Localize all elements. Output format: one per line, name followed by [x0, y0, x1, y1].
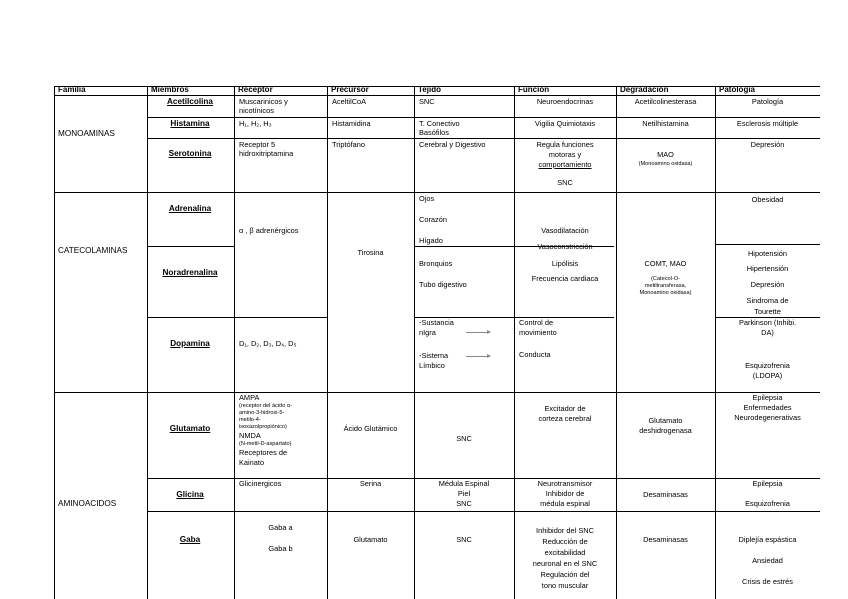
- receptor-nmda-sub: (N-metil-D-aspartato): [239, 441, 292, 447]
- precursor-tirosina: Tirosina: [357, 248, 384, 257]
- member-acetilcolina: Acetilcolina: [167, 97, 213, 106]
- patologia-tourette-1: Sindroma de: [746, 296, 789, 305]
- patologia-glutamato-3: Neurodegenerativas: [734, 413, 801, 422]
- receptor-acetilcolina: Muscarinicos y nicotínicos: [239, 97, 288, 116]
- row-line: [147, 317, 234, 318]
- receptor-ampa-sub-2: amino-3-hidroxi-5-: [239, 410, 285, 416]
- funcion-glicina-3: médula espinal: [540, 499, 590, 508]
- receptor-glicina: Glicinergicos: [239, 479, 282, 488]
- funcion-conducta: Conducta: [519, 350, 551, 359]
- header-receptor: Receptor: [238, 86, 273, 94]
- patologia-histamina: Esclerosis múltiple: [736, 119, 799, 128]
- degradacion-glicina: Desaminasas: [643, 490, 688, 499]
- funcion-gaba-3: excitabilidad: [544, 548, 586, 557]
- patologia-depresion: Depresión: [750, 280, 785, 289]
- precursor-gaba: Glutamato: [353, 535, 388, 544]
- degradacion-gaba: Desaminasas: [643, 535, 688, 544]
- degradacion-serotonina-sub: (Monoamino oxidasa): [638, 161, 693, 167]
- header-familia: Familia: [58, 86, 86, 94]
- patologia-glicina-1: Epilepsia: [752, 479, 783, 488]
- patologia-glutamato-1: Epilepsia: [752, 393, 783, 402]
- precursor-histamina: Histamidina: [332, 119, 371, 128]
- patologia-glutamato-2: Enfermedades: [743, 403, 792, 412]
- header-patologia: Patología: [719, 86, 756, 94]
- funcion-glicina-1: Neurotransmisor: [537, 479, 593, 488]
- precursor-glicina: Serina: [359, 479, 382, 488]
- tejido-sustancia-1: -Sustancia: [419, 318, 454, 327]
- precursor-glutamato: Ácido Glutámico: [343, 424, 398, 433]
- header-degradacion: Degradación: [620, 86, 669, 94]
- degradacion-comt-sub-2: metiltransferasa,: [644, 283, 687, 289]
- member-gaba: Gaba: [179, 535, 201, 544]
- row-line: [147, 117, 820, 118]
- row-line: [234, 317, 327, 318]
- tejido-glutamato: SNC: [456, 434, 472, 443]
- funcion-serotonina-1: Regula funciones: [536, 140, 594, 149]
- degradacion-glutamato-2: deshidrogenasa: [639, 426, 692, 435]
- precursor-serotonina: Triptófano: [332, 140, 366, 149]
- funcion-gaba-5: Regulación del: [540, 570, 590, 579]
- patologia-gaba-2: Ansiedad: [752, 556, 783, 565]
- tejido-gaba: SNC: [456, 535, 472, 544]
- degradacion-comt-mao: COMT, MAO: [644, 259, 687, 268]
- header-miembros: Miembros: [151, 86, 189, 94]
- patologia-parkinson-2: DA): [761, 328, 774, 337]
- degradacion-comt-sub-3: Monoamino oxidasa): [639, 290, 692, 296]
- patologia-hipotension: Hipotensión: [747, 249, 788, 258]
- patologia-gaba-3: Crisis de estrés: [742, 577, 793, 586]
- patologia-esquizofrenia-1: Esquizofrenia: [745, 361, 790, 370]
- patologia-esquizofrenia-2: (LDOPA): [752, 371, 783, 380]
- funcion-gaba-1: Inhibidor del SNC: [536, 526, 594, 535]
- degradacion-glutamato-1: Glutamato: [648, 416, 683, 425]
- row-line: [54, 392, 820, 393]
- arrow-icon: [466, 332, 490, 333]
- member-adrenalina: Adrenalina: [168, 204, 212, 213]
- col-line: [327, 86, 328, 599]
- row-line: [715, 244, 820, 245]
- receptor-kainato-2: Kainato: [239, 458, 265, 467]
- row-line: [147, 138, 820, 139]
- tejido-sistema-1: -Sistema: [419, 351, 449, 360]
- member-histamina: Histamina: [170, 119, 210, 128]
- tejido-ojos: Ojos: [419, 194, 435, 203]
- receptor-adrenergicos: α , β adrenérgicos: [239, 226, 299, 235]
- member-serotonina: Serotonina: [168, 149, 212, 158]
- receptor-ampa: AMPA: [239, 393, 260, 402]
- degradacion-comt-sub-1: (Catecol-O-: [651, 276, 680, 282]
- degradacion-acetilcolina: Acetilcolinesterasa: [634, 97, 697, 106]
- tejido-histamina: T. Conectivo Basófilos: [419, 119, 460, 138]
- patologia-tourette-2: Tourette: [754, 307, 781, 316]
- receptor-kainato-1: Receptores de: [239, 448, 288, 457]
- funcion-glicina-2: Inhibidor de: [545, 489, 585, 498]
- receptor-gaba-b: Gaba b: [268, 544, 293, 553]
- funcion-vasoconstriccion: Vasoconstricción: [537, 242, 593, 251]
- funcion-serotonina-4: SNC: [557, 178, 573, 187]
- funcion-serotonina-3: comportamiento: [538, 160, 592, 169]
- patologia-glicina-2: Esquizofrenia: [745, 499, 790, 508]
- funcion-control-2: movimiento: [519, 328, 557, 337]
- funcion-gaba-6: tono muscular: [541, 581, 589, 590]
- header-precursor: Precursor: [331, 86, 369, 94]
- patologia-gaba-1: Diplejía espástica: [738, 535, 797, 544]
- receptor-ampa-sub-4: isoxazolpropiónico): [239, 424, 287, 430]
- receptor-serotonina: Receptor 5 hidroxitriptamina: [239, 140, 294, 159]
- member-glutamato: Glutamato: [169, 424, 211, 433]
- patologia-obesidad: Obesidad: [751, 195, 784, 204]
- funcion-acetilcolina: Neuroendocrinas: [536, 97, 594, 106]
- row-line: [54, 192, 820, 193]
- member-glicina: Glicina: [176, 490, 204, 499]
- funcion-vasodilatacion: Vasodilatación: [541, 226, 589, 235]
- patologia-hipertension: Hipertensión: [746, 264, 789, 273]
- receptor-nmda: NMDA: [239, 431, 261, 440]
- arrow-icon: [466, 356, 490, 357]
- tejido-bronquios: Bronquios: [419, 259, 453, 268]
- patologia-acetilcolina: Patología: [751, 97, 784, 106]
- tejido-acetilcolina: SNC: [419, 97, 435, 106]
- member-noradrenalina: Noradrenalina: [162, 268, 218, 277]
- family-aminoacidos: AMINOACIDOS: [58, 499, 117, 508]
- patologia-serotonina: Depresión: [750, 140, 785, 149]
- header-tejido: Tejido: [418, 86, 441, 94]
- row-line: [147, 246, 234, 247]
- tejido-sistema-2: Límbico: [419, 361, 445, 370]
- funcion-glutamato-1: Excitador de: [544, 404, 586, 413]
- row-line: [54, 95, 820, 96]
- header-funcion: Función: [518, 86, 550, 94]
- funcion-histamina: Vigilia Quimiotaxis: [534, 119, 596, 128]
- tejido-sustancia-2: nIgra: [419, 328, 436, 337]
- receptor-histamina: H₁, H₂, H₃: [239, 119, 272, 128]
- member-dopamina: Dopamina: [170, 339, 210, 348]
- receptor-ampa-sub-3: metilo-4-: [239, 417, 261, 423]
- tejido-serotonina: Cerebral y Digestivo: [419, 140, 486, 149]
- family-catecolaminas: CATECOLAMINAS: [58, 246, 128, 255]
- tejido-glicina-2: Piel: [457, 489, 471, 498]
- funcion-glutamato-2: corteza cerebral: [538, 414, 592, 423]
- funcion-frecuencia: Frecuencia cardiaca: [531, 274, 599, 283]
- col-line: [414, 86, 415, 599]
- neurotransmitter-table: [54, 86, 820, 599]
- receptor-ampa-sub-1: (receptor del ácido α-: [239, 403, 292, 409]
- col-line: [54, 86, 55, 599]
- funcion-serotonina-2: motoras y: [548, 150, 582, 159]
- funcion-gaba-2: Reducción de: [542, 537, 588, 546]
- receptor-dopamina: D₁, D₂, D₃, D₄, D₅: [239, 339, 297, 348]
- tejido-glicina-1: Médula Espinal: [438, 479, 490, 488]
- precursor-acetilcolina: AceltilCoA: [332, 97, 367, 106]
- funcion-lipolisis: Lipólisis: [551, 259, 579, 268]
- funcion-gaba-4: neuronal en el SNC: [532, 559, 598, 568]
- tejido-glicina-3: SNC: [456, 499, 472, 508]
- tejido-tubo-digestivo: Tubo digestivo: [419, 280, 467, 289]
- degradacion-histamina: Netilhistamina: [642, 119, 689, 128]
- degradacion-serotonina: MAO: [657, 150, 674, 159]
- funcion-control-1: Control de: [519, 318, 554, 327]
- col-line: [715, 86, 716, 599]
- tejido-higado: Hígado: [419, 236, 443, 245]
- row-line: [147, 511, 820, 512]
- receptor-gaba-a: Gaba a: [268, 523, 293, 532]
- patologia-parkinson-1: Parkinson (Inhibi.: [738, 318, 797, 327]
- tejido-corazon: Corazón: [419, 215, 447, 224]
- family-monoaminas: MONOAMINAS: [58, 129, 115, 138]
